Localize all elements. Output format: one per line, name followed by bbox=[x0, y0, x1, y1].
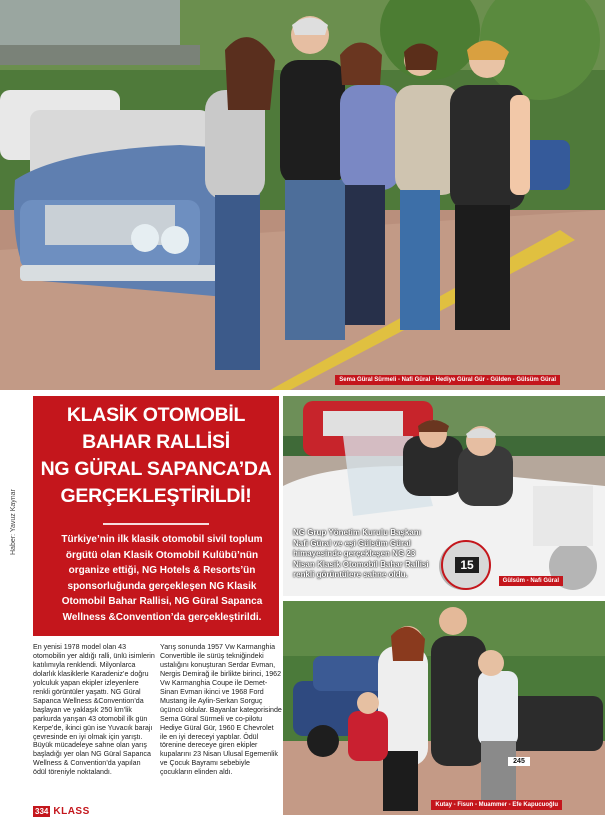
headline-line-4: GERÇEKLEŞTİRİLDİ! bbox=[60, 485, 252, 507]
headline-divider bbox=[103, 523, 209, 525]
headline-line-3: NG GÜRAL SAPANCA’DA bbox=[40, 458, 272, 480]
body-column-1: En yenisi 1978 model olan 43 otomobilin yer aldığı ralli, ünlü isimlerin katılımıyla renklendi. Milyonlarca dolarlık klasiklerle Karadeniz’e doğru yolculuk yapan ekipler izleyenlere renkli görüntüler yaşattı. NG Güral Sapanca Wellness &Convention’da başlayan ve yaklaşık 250 km’lik parkurda yarışan 43 otomobil ilk gün Kerpe’de, ikinci gün ise Yuvacık barajı çevresinde en iyi olmak için yarıştı. Büyük mücadeleye sahne olan yarış başladığı yer olan NG Güral Sapanca Wellness & Convention’da yapılan ödül töreniyle noktalandı. bbox=[33, 643, 155, 777]
body-column-2: Yarış sonunda 1957 Vw Karmanghia Convertible ile sürüş tekniğindeki ustalığını konuşturan Serdar Evman, Nergis Demirağ ile birlikte birinci, 1962 Vw Karmanghia Coupe ile Demet-Sinan Evman ikinci ve 1968 Ford Mustang ile Aylin-Serkan Sorguç üçüncü oldular. Bayanlar kategorisinde Sema Güral Sürmeli ve co-pilotu Hediye Güral Gür, 1960 E Chevrolet ile en iyi dereceyi yaptılar. Ödül törenine dereceye giren ekipler kupalarını 23 Nisan Ulusal Egemenlik ve Çocuk Bayramı sebebiyle çocukların elinden aldı. bbox=[160, 643, 282, 777]
bottom-family-photo bbox=[283, 601, 605, 815]
lead-paragraph: Türkiye’nin ilk klasik otomobil sivil toplum örgütü olan Klasik Otomobil Kulübü’nün organize ettiği, NG Hotels & Resorts’ün sponsorluğunda gerçekleşen NG Klasik Otomobil Bahar Rallisi, NG Güral Sapanca Wellness &Convention’da gerçekleştirildi. bbox=[61, 534, 263, 623]
rally-badge bbox=[441, 540, 491, 590]
bottom-photo-caption: Kutay - Fisun - Muammer - Efe Kapucuoğlu bbox=[431, 800, 562, 810]
middle-photo-caption: Gülsüm - Nafi Güral bbox=[499, 576, 563, 586]
headline-box bbox=[33, 396, 279, 636]
news-credit: Haber: Yavuz Kaynar bbox=[10, 489, 17, 555]
headline-line-1: KLASİK OTOMOBİL bbox=[66, 404, 246, 426]
top-group-photo bbox=[0, 0, 605, 390]
bottom-license-plate: 245 bbox=[508, 757, 530, 766]
headline-line-2: BAHAR RALLİSİ bbox=[82, 431, 230, 453]
page-number: 334 bbox=[35, 807, 49, 816]
article-headline bbox=[33, 402, 279, 510]
page-footer bbox=[33, 806, 90, 817]
middle-couple-photo bbox=[283, 396, 605, 596]
top-photo-caption: Sema Güral Sürmeli - Nafi Güral - Hediye Güral Gür - Gülden - Gülsüm Güral bbox=[335, 375, 560, 385]
magazine-name: KLASS bbox=[53, 806, 90, 817]
photo-overlay-text: NG Grup Yönetim Kurulu Başkanı Nafi Güral ve eşi Gülsüm Güral himayesinde gerçekleşen NG 23 Nisan Klasik Otomobil Bahar Rallisi renkli görüntülere sahne oldu. bbox=[293, 528, 429, 579]
rally-plate-number: 15 bbox=[455, 557, 479, 573]
